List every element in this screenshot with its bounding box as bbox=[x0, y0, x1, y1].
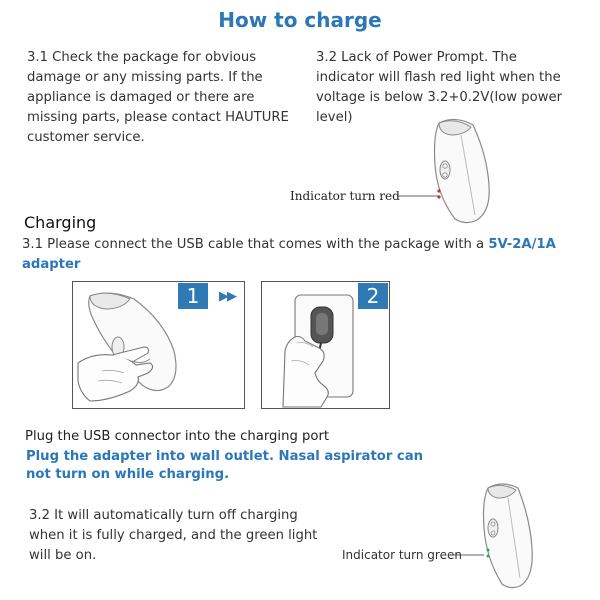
device-red-illustration bbox=[425, 115, 505, 225]
indicator-red-leader-line bbox=[397, 195, 447, 199]
package-check-paragraph: 3.1 Check the package for obvious damage or any missing parts. If the appliance is damaged or there are missing parts, please contact HAUTURE customer service. bbox=[27, 50, 289, 145]
indicator-green-label: Indicator turn green bbox=[342, 548, 462, 562]
step2-badge: 2 bbox=[358, 283, 388, 309]
step1-badge: 1 bbox=[178, 283, 208, 309]
adapter-warning: Plug the adapter into wall outlet. Nasal aspirator can not turn on while charging. bbox=[26, 449, 424, 482]
charging-heading: Charging bbox=[24, 213, 97, 232]
step1-hand-device-illustration bbox=[72, 281, 243, 407]
indicator-red-label: Indicator turn red bbox=[290, 189, 400, 203]
device-green-illustration bbox=[478, 478, 548, 590]
page-title: How to charge bbox=[218, 8, 382, 32]
connect-usb-text: 3.1 Please connect the USB cable that comes with the package with a bbox=[22, 237, 489, 252]
power-prompt-paragraph: 3.2 Lack of Power Prompt. The indicator will flash red light when the voltage is below 3.2+0.2V(low power level) bbox=[316, 50, 563, 125]
adapter-spec: 5V-2A/1A adapter bbox=[22, 237, 556, 272]
connect-usb-instruction bbox=[22, 235, 600, 275]
next-step-arrows: ▶▶ bbox=[219, 289, 235, 304]
auto-off-paragraph: 3.2 It will automatically turn off charging when it is fully charged, and the green light will be on. bbox=[29, 508, 318, 563]
plug-usb-instruction: Plug the USB connector into the charging port bbox=[25, 429, 330, 444]
